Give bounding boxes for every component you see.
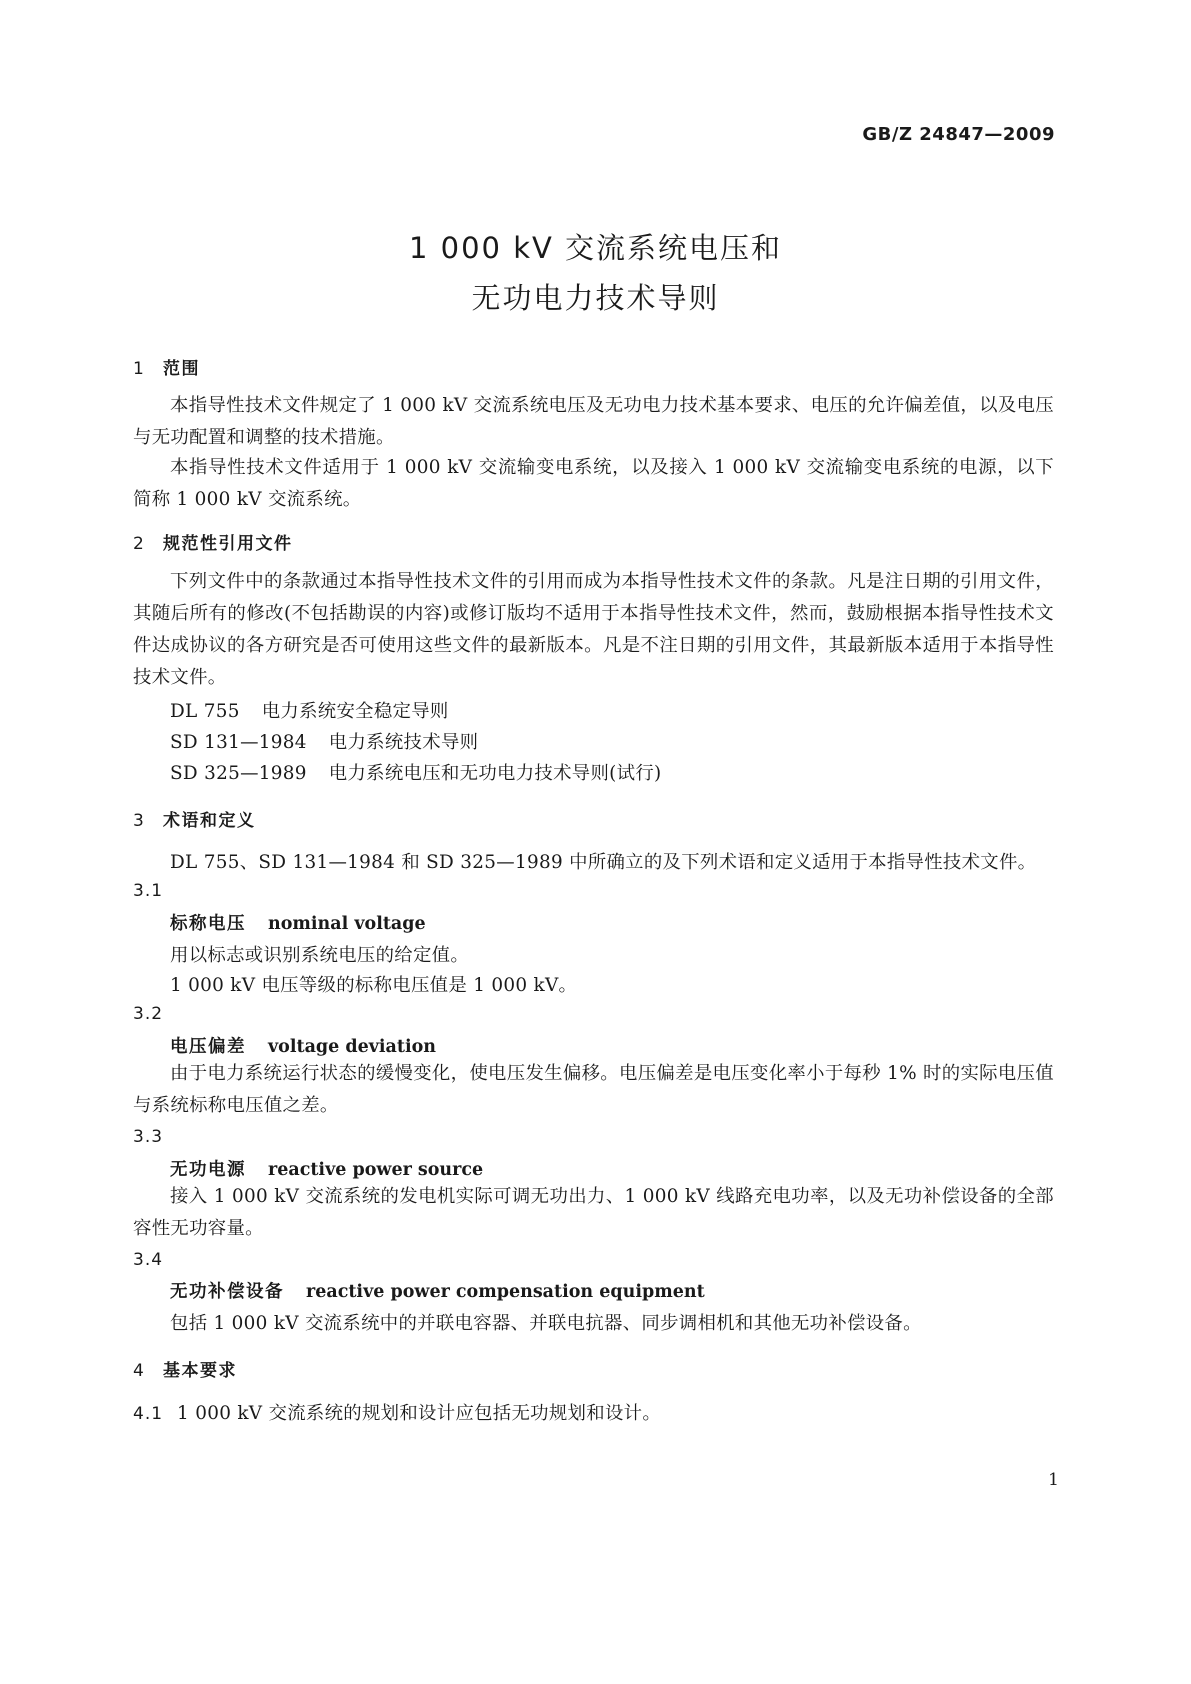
- reference-title: 电力系统安全稳定导则: [261, 701, 449, 722]
- term-title: [170, 1033, 436, 1058]
- term-definition: 包括 1 000 kV 交流系统中的并联电容器、并联电抗器、同步调相机和其他无功补偿设备。: [170, 1313, 922, 1334]
- section-title: 基本要求: [163, 1361, 237, 1381]
- term-english: reactive power source: [268, 1160, 484, 1180]
- clause-text: 1 000 kV 交流系统的规划和设计应包括无功规划和设计。: [177, 1403, 662, 1424]
- clause-4-1: [133, 1399, 661, 1425]
- section-number: 4: [133, 1361, 144, 1381]
- reference-item: [170, 697, 449, 723]
- section-number: 2: [133, 534, 144, 554]
- term-number: 3.4: [133, 1250, 164, 1270]
- term-note: 1 000 kV 电压等级的标称电压值是 1 000 kV。: [170, 975, 578, 996]
- reference-title: 电力系统电压和无功电力技术导则(试行): [328, 763, 662, 784]
- term-chinese: 电压偏差: [170, 1037, 246, 1057]
- document-title-line-1: 1 000 kV 交流系统电压和: [408, 231, 783, 265]
- term-definition: 接入 1 000 kV 交流系统的发电机实际可调无功出力、1 000 kV 线路充电功率，以及无功补偿设备的全部容性无功容量。: [133, 1186, 1054, 1239]
- section-1-heading: [133, 354, 200, 379]
- section-number: 1: [133, 359, 144, 379]
- term-title: [170, 1278, 705, 1303]
- reference-code: SD 131—1984: [170, 732, 307, 753]
- section-title: 范围: [163, 359, 200, 379]
- reference-item: [170, 759, 662, 785]
- clause-number: 4.1: [133, 1404, 164, 1424]
- section-title: 术语和定义: [163, 811, 256, 831]
- section-1-paragraph-1: 本指导性技术文件规定了 1 000 kV 交流系统电压及无功电力技术基本要求、电压的允许偏差值，以及电压与无功配置和调整的技术措施。: [133, 395, 1054, 448]
- reference-code: DL 755: [170, 701, 240, 722]
- reference-title: 电力系统技术导则: [328, 732, 479, 753]
- term-chinese: 标称电压: [170, 914, 246, 934]
- standard-code: GB/Z 24847—2009: [862, 124, 1055, 145]
- section-2-heading: [133, 529, 293, 554]
- term-title: [170, 910, 426, 935]
- term-english: voltage deviation: [268, 1037, 437, 1057]
- section-3-heading: [133, 806, 256, 831]
- section-2-paragraph-1: 下列文件中的条款通过本指导性技术文件的引用而成为本指导性技术文件的条款。凡是注日期的引用文件，其随后所有的修改(不包括勘误的内容)或修订版均不适用于本指导性技术文件，然而，鼓励根据本指导性技术文件达成协议的各方研究是否可使用这些文件的最新版本。凡是不注日期的引用文件，其最新版本适用于本指导性技术文件。: [133, 571, 1054, 688]
- reference-item: [170, 728, 478, 754]
- section-1-paragraph-2: 本指导性技术文件适用于 1 000 kV 交流输变电系统，以及接入 1 000 kV 交流输变电系统的电源，以下简称 1 000 kV 交流系统。: [133, 457, 1054, 510]
- document-title-line-2: 无功电力技术导则: [471, 281, 720, 315]
- term-chinese: 无功电源: [170, 1160, 246, 1180]
- term-number: 3.3: [133, 1127, 164, 1147]
- section-title: 规范性引用文件: [163, 534, 293, 554]
- term-english: nominal voltage: [268, 914, 426, 934]
- reference-code: SD 325—1989: [170, 763, 307, 784]
- page-number: 1: [1048, 1470, 1059, 1490]
- term-english: reactive power compensation equipment: [306, 1282, 705, 1302]
- term-number: 3.1: [133, 881, 164, 901]
- section-number: 3: [133, 811, 144, 831]
- section-3-paragraph-1: DL 755、SD 131—1984 和 SD 325—1989 中所确立的及下列术语和定义适用于本指导性技术文件。: [170, 852, 1037, 873]
- term-chinese: 无功补偿设备: [170, 1282, 284, 1302]
- term-number: 3.2: [133, 1004, 164, 1024]
- term-definition: 用以标志或识别系统电压的给定值。: [170, 945, 470, 966]
- section-4-heading: [133, 1356, 237, 1381]
- term-definition: 由于电力系统运行状态的缓慢变化，使电压发生偏移。电压偏差是电压变化率小于每秒 1% 时的实际电压值与系统标称电压值之差。: [133, 1063, 1054, 1116]
- term-title: [170, 1156, 483, 1181]
